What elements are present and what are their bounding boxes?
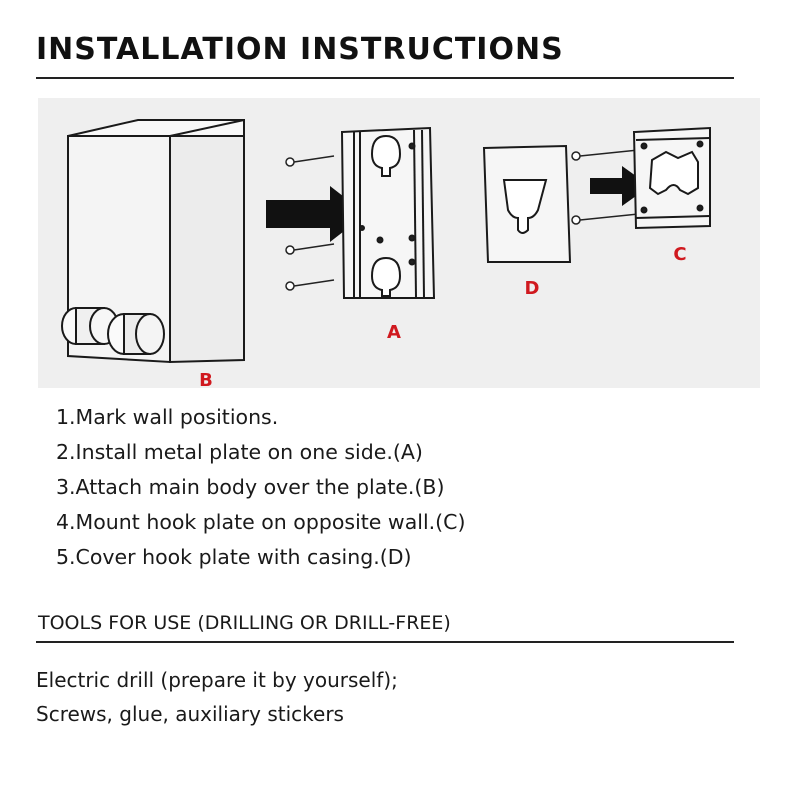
installation-diagram bbox=[38, 98, 760, 388]
step-3: 3.Attach main body over the plate.(B) bbox=[56, 475, 445, 499]
hook-plate-illustration bbox=[634, 128, 710, 228]
step-2: 2.Install metal plate on one side.(A) bbox=[56, 440, 423, 464]
label-c: C bbox=[673, 244, 687, 265]
tools-heading: TOOLS FOR USE (DRILLING OR DRILL-FREE) bbox=[38, 612, 451, 634]
diagram-svg bbox=[38, 98, 760, 388]
tools-divider bbox=[36, 641, 734, 643]
metal-plate-illustration bbox=[342, 128, 434, 298]
label-a: A bbox=[387, 322, 401, 343]
step-5: 5.Cover hook plate with casing.(D) bbox=[56, 545, 412, 569]
steps-list bbox=[56, 400, 465, 575]
step-1: 1.Mark wall positions. bbox=[56, 405, 279, 429]
tool-item: Screws, glue, auxiliary stickers bbox=[36, 702, 344, 726]
title-divider bbox=[36, 77, 734, 79]
main-body-illustration bbox=[62, 120, 244, 362]
label-d: D bbox=[524, 278, 540, 299]
casing-illustration bbox=[484, 146, 570, 262]
step-4: 4.Mount hook plate on opposite wall.(C) bbox=[56, 510, 466, 534]
page-title: INSTALLATION INSTRUCTIONS bbox=[36, 32, 564, 67]
tool-item: Electric drill (prepare it by yourself); bbox=[36, 668, 398, 692]
tools-list bbox=[36, 663, 398, 731]
label-b: B bbox=[199, 370, 213, 388]
